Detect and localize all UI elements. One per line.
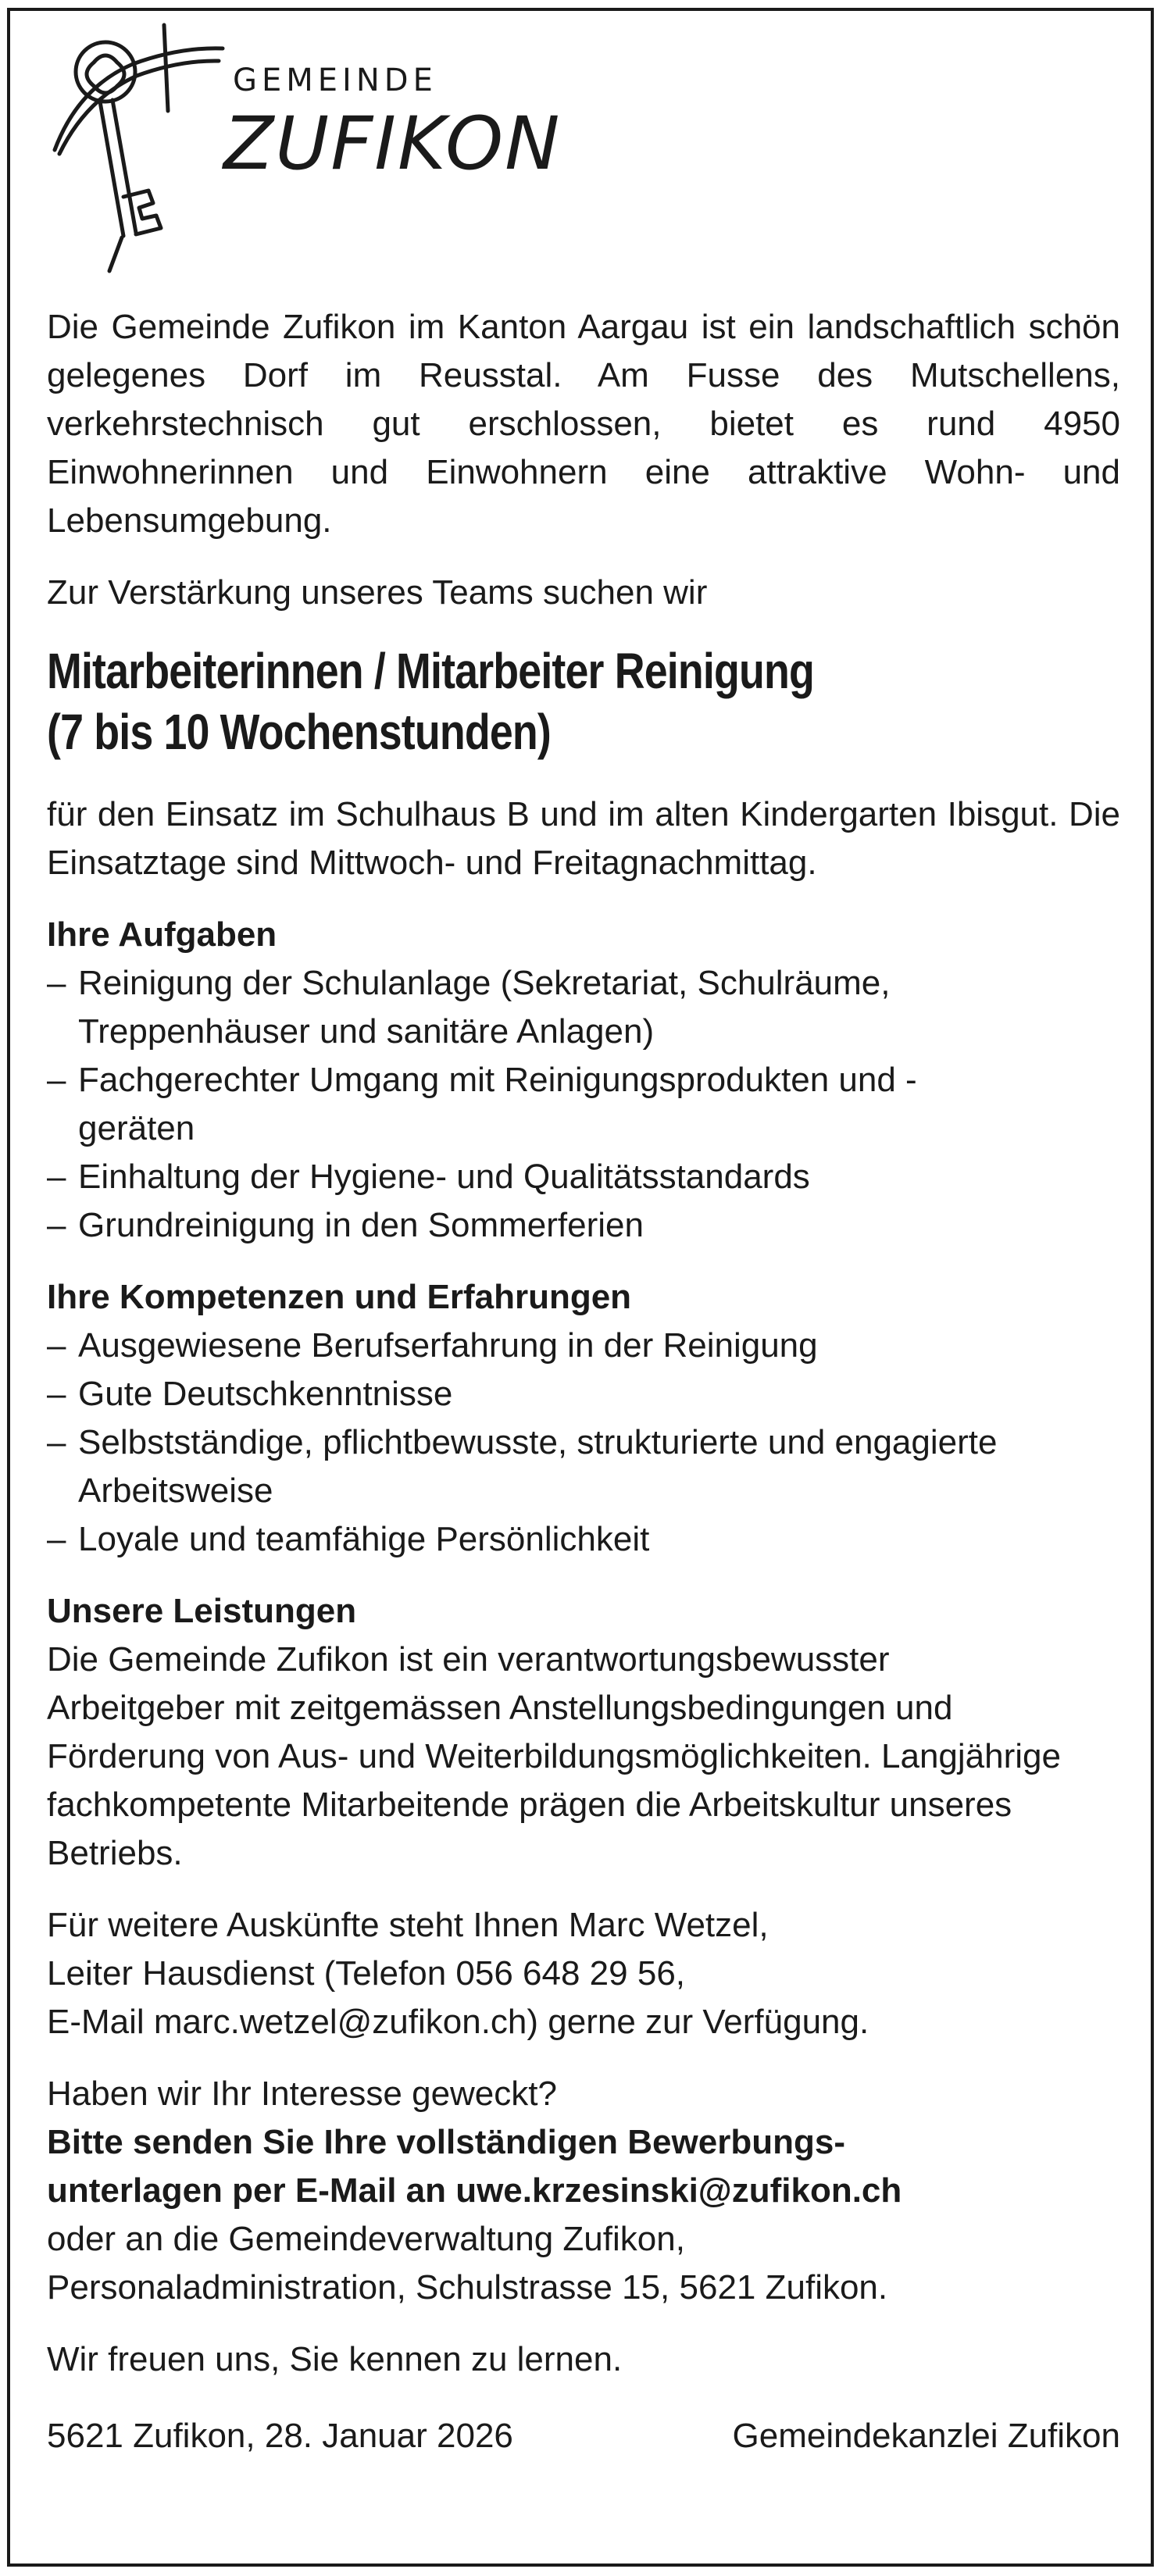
signature: Gemeindekanzlei Zufikon	[732, 2417, 1120, 2455]
job-title-line-1: Mitarbeiterinnen / Mitarbeiter Reinigung	[47, 643, 814, 699]
key-emblem-icon	[31, 17, 234, 275]
intro-lead: Zur Verstärkung unseres Teams suchen wir	[47, 573, 708, 612]
list-item: – Reinigung der Schulanlage (Sekretariat, Schulräume, Treppenhäuser und sanitäre Anlagen)	[47, 959, 1120, 1056]
tasks-list	[47, 959, 1120, 1250]
contact-block	[47, 1901, 1120, 2046]
logo-gemeinde-text: GEMEINDE	[233, 62, 437, 98]
list-item: – Loyale und teamfähige Persönlichkeit	[47, 1515, 1120, 1564]
tasks-heading: Ihre Aufgaben	[47, 915, 277, 954]
closing-text: Wir freuen uns, Sie kennen zu lernen.	[47, 2340, 623, 2378]
contact-line: Für weitere Auskünfte steht Ihnen Marc Wetzel,	[47, 1906, 769, 1944]
benefits-heading: Unsere Leistungen	[47, 1592, 357, 1630]
intro-paragraph: Die Gemeinde Zufikon im Kanton Aargau ist ein landschaftlich schön gelegenes Dorf im Reusstal. Am Fusse des Mutschellens, verkehrstechnisch gut erschlossen, bietet es rund 4950 Einwohnerinnen und Einwohnern eine attraktive Wohn- und Lebensumgebung.	[47, 308, 1120, 540]
place-date: 5621 Zufikon, 28. Januar 2026	[47, 2417, 513, 2455]
contact-line: E-Mail marc.wetzel@zufikon.ch) gerne zur Verfügung.	[47, 2003, 869, 2041]
benefits-text: Die Gemeinde Zufikon ist ein verantwortungsbewusster Arbeitgeber mit zeitgemässen Anstellungsbedingungen und Förderung von Aus- und Weiterbildungsmöglichkeiten. Langjährige fachkompetente Mitarbeitende prägen die Arbeitskultur unseres Betriebs.	[47, 1640, 1061, 1872]
ad-body	[47, 303, 1120, 2460]
job-title-line-2: (7 bis 10 Wochenstunden)	[47, 704, 551, 760]
job-title	[47, 640, 948, 762]
municipality-logo	[31, 17, 562, 275]
application-address-line: oder an die Gemeindeverwaltung Zufikon,	[47, 2220, 685, 2258]
application-block	[47, 2070, 1120, 2312]
list-item: – Gute Deutschkenntnisse	[47, 1370, 1120, 1418]
application-instruction-line: Bitte senden Sie Ihre vollständigen Bewerbungs-	[47, 2123, 845, 2161]
list-item: – Einhaltung der Hygiene- und Qualitätsstandards	[47, 1153, 1120, 1201]
application-address-line: Personaladministration, Schulstrasse 15, 5621 Zufikon.	[47, 2268, 888, 2307]
list-item: – Grundreinigung in den Sommerferien	[47, 1201, 1120, 1250]
list-item: – Selbstständige, pflichtbewusste, strukturierte und engagierte Arbeitsweise	[47, 1418, 1016, 1515]
competences-heading: Ihre Kompetenzen und Erfahrungen	[47, 1278, 632, 1316]
competences-list	[47, 1322, 1120, 1564]
logo-zufikon-text: ZUFIKON	[223, 102, 562, 187]
list-item: – Ausgewiesene Berufserfahrung in der Reinigung	[47, 1322, 1120, 1370]
contact-line: Leiter Hausdienst (Telefon 056 648 29 56,	[47, 1954, 686, 1993]
application-instruction-line: unterlagen per E-Mail an uwe.krzesinski@zufikon.ch	[47, 2171, 902, 2210]
job-description: für den Einsatz im Schulhaus B und im alten Kindergarten Ibisgut. Die Einsatztage sind Mittwoch- und Freitagnachmittag.	[47, 795, 1120, 882]
list-item: – Fachgerechter Umgang mit Reinigungsprodukten und -geräten	[47, 1056, 1016, 1153]
footer	[47, 2412, 1120, 2460]
application-question: Haben wir Ihr Interesse geweckt?	[47, 2075, 557, 2113]
